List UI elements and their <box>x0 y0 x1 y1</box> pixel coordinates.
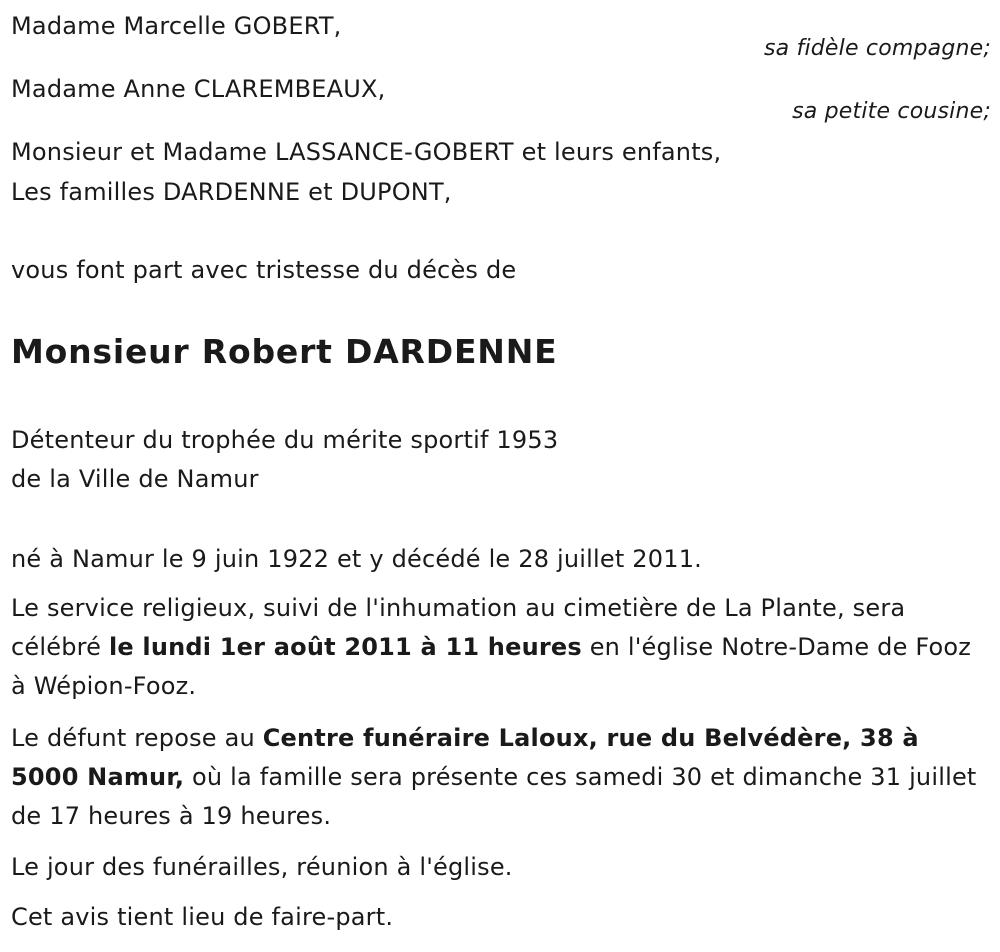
distinction-line-1: Détenteur du trophée du mérite sportif 1953 <box>11 426 559 454</box>
announcement-text: vous font part avec tristesse du décès de <box>11 256 517 284</box>
family-member-2-name: Madame Anne CLAREMBEAUX, <box>11 75 386 103</box>
family-member-2-relation: sa petite cousine; <box>792 99 991 124</box>
family-member-1-name: Madame Marcelle GOBERT, <box>11 12 342 40</box>
closing-text: Cet avis tient lieu de faire-part. <box>11 903 394 931</box>
family-member-1-relation: sa fidèle compagne; <box>763 36 991 61</box>
repose-location: Centre funéraire Laloux, rue du Belvédère, 38 à 5000 Namur, <box>11 724 919 791</box>
service-paragraph <box>11 589 991 706</box>
distinction-line-2: de la Ville de Namur <box>11 465 259 493</box>
service-text-before: Le service religieux, suivi de l'inhumation au cimetière de La Plante, sera célébré <box>11 594 906 661</box>
repose-text-after: où la famille sera présente ces samedi 30 et dimanche 31 juillet de 17 heures à 19 heures. <box>11 763 977 830</box>
birth-death-text: né à Namur le 9 juin 1922 et y décédé le 28 juillet 2011. <box>11 545 702 573</box>
other-family-line-1: Monsieur et Madame LASSANCE-GOBERT et leurs enfants, <box>11 138 722 166</box>
deceased-name: Monsieur Robert DARDENNE <box>11 332 558 371</box>
repose-paragraph <box>11 719 991 836</box>
service-date-time: le lundi 1er août 2011 à 11 heures <box>108 633 582 661</box>
service-text-after: en l'église Notre-Dame de Fooz à Wépion-Fooz. <box>11 633 972 700</box>
repose-text-before: Le défunt repose au <box>11 724 263 752</box>
other-family-line-2: Les familles DARDENNE et DUPONT, <box>11 178 452 206</box>
funeral-day-text: Le jour des funérailles, réunion à l'église. <box>11 853 513 881</box>
